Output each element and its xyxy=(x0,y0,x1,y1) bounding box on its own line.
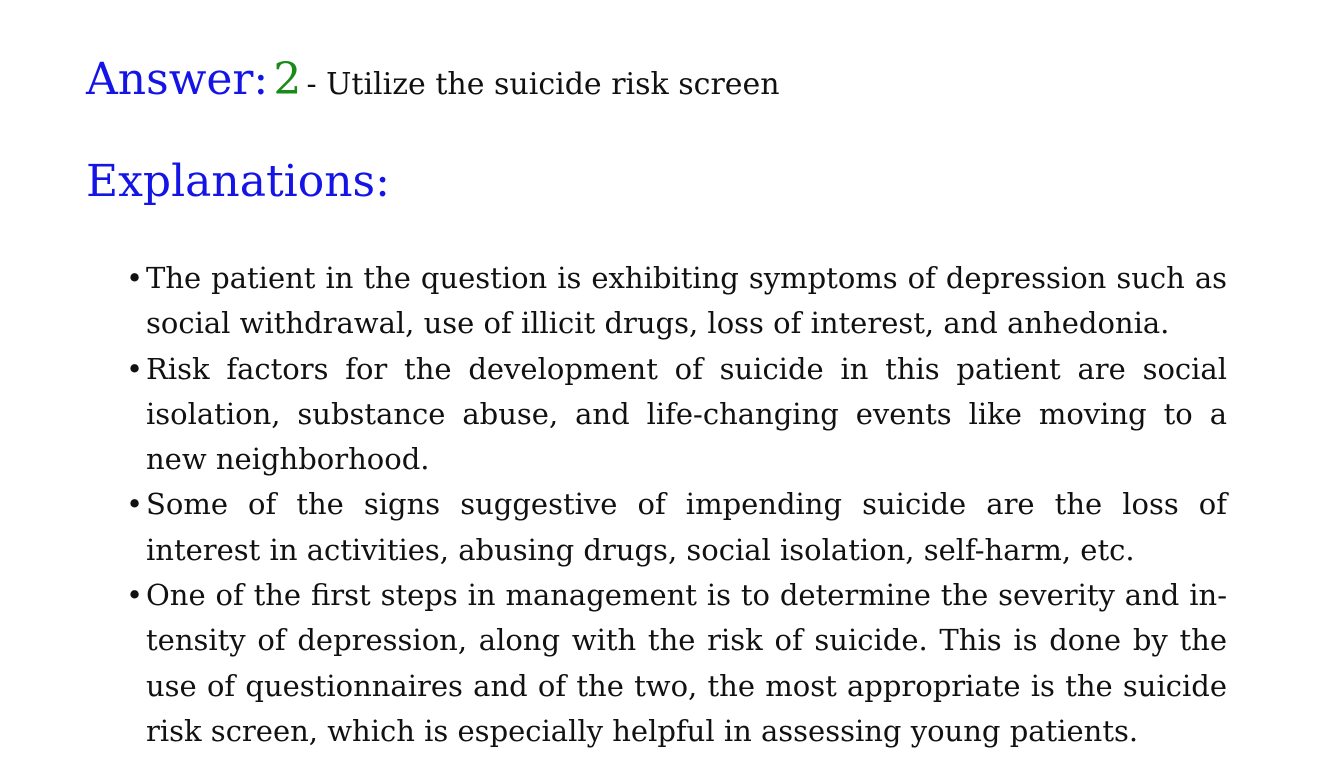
answer-text: - Utilize the suicide risk screen xyxy=(306,67,780,102)
bullet-icon: • xyxy=(126,578,144,613)
answer-label: Answer: xyxy=(86,54,269,105)
explanations-list xyxy=(126,256,1227,754)
list-item-text: One of the first steps in management is to determine the severity and intensity of depression, along with the risk of suicide. This is done by the use of questionnaires and of the two, the most appropriate is the suicide risk screen, which is especially helpful in assessing young patients. xyxy=(146,578,1227,748)
list-item-text: Risk factors for the development of suicide in this patient are social isolation, substance abuse, and life-changing events like moving to a new neighborhood. xyxy=(146,351,1227,477)
answer-line xyxy=(86,54,780,105)
list-item-text: Some of the signs suggestive of impending suicide are the loss of interest in activities, abusing drugs, social isolation, self-harm, etc. xyxy=(146,487,1227,567)
answer-number: 2 xyxy=(273,54,302,105)
list-item xyxy=(126,573,1227,754)
bullet-icon: • xyxy=(126,261,144,295)
bullet-icon: • xyxy=(126,351,144,386)
explanations-heading: Explanations: xyxy=(86,156,390,207)
list-item xyxy=(126,347,1227,483)
bullet-icon: • xyxy=(126,487,144,522)
list-item xyxy=(126,482,1227,573)
list-item xyxy=(126,256,1227,347)
list-item-text: The patient in the question is exhibiting symptoms of depression such as social withdrawal, use of illicit drugs, loss of interest, and anhedonia. xyxy=(146,261,1227,341)
